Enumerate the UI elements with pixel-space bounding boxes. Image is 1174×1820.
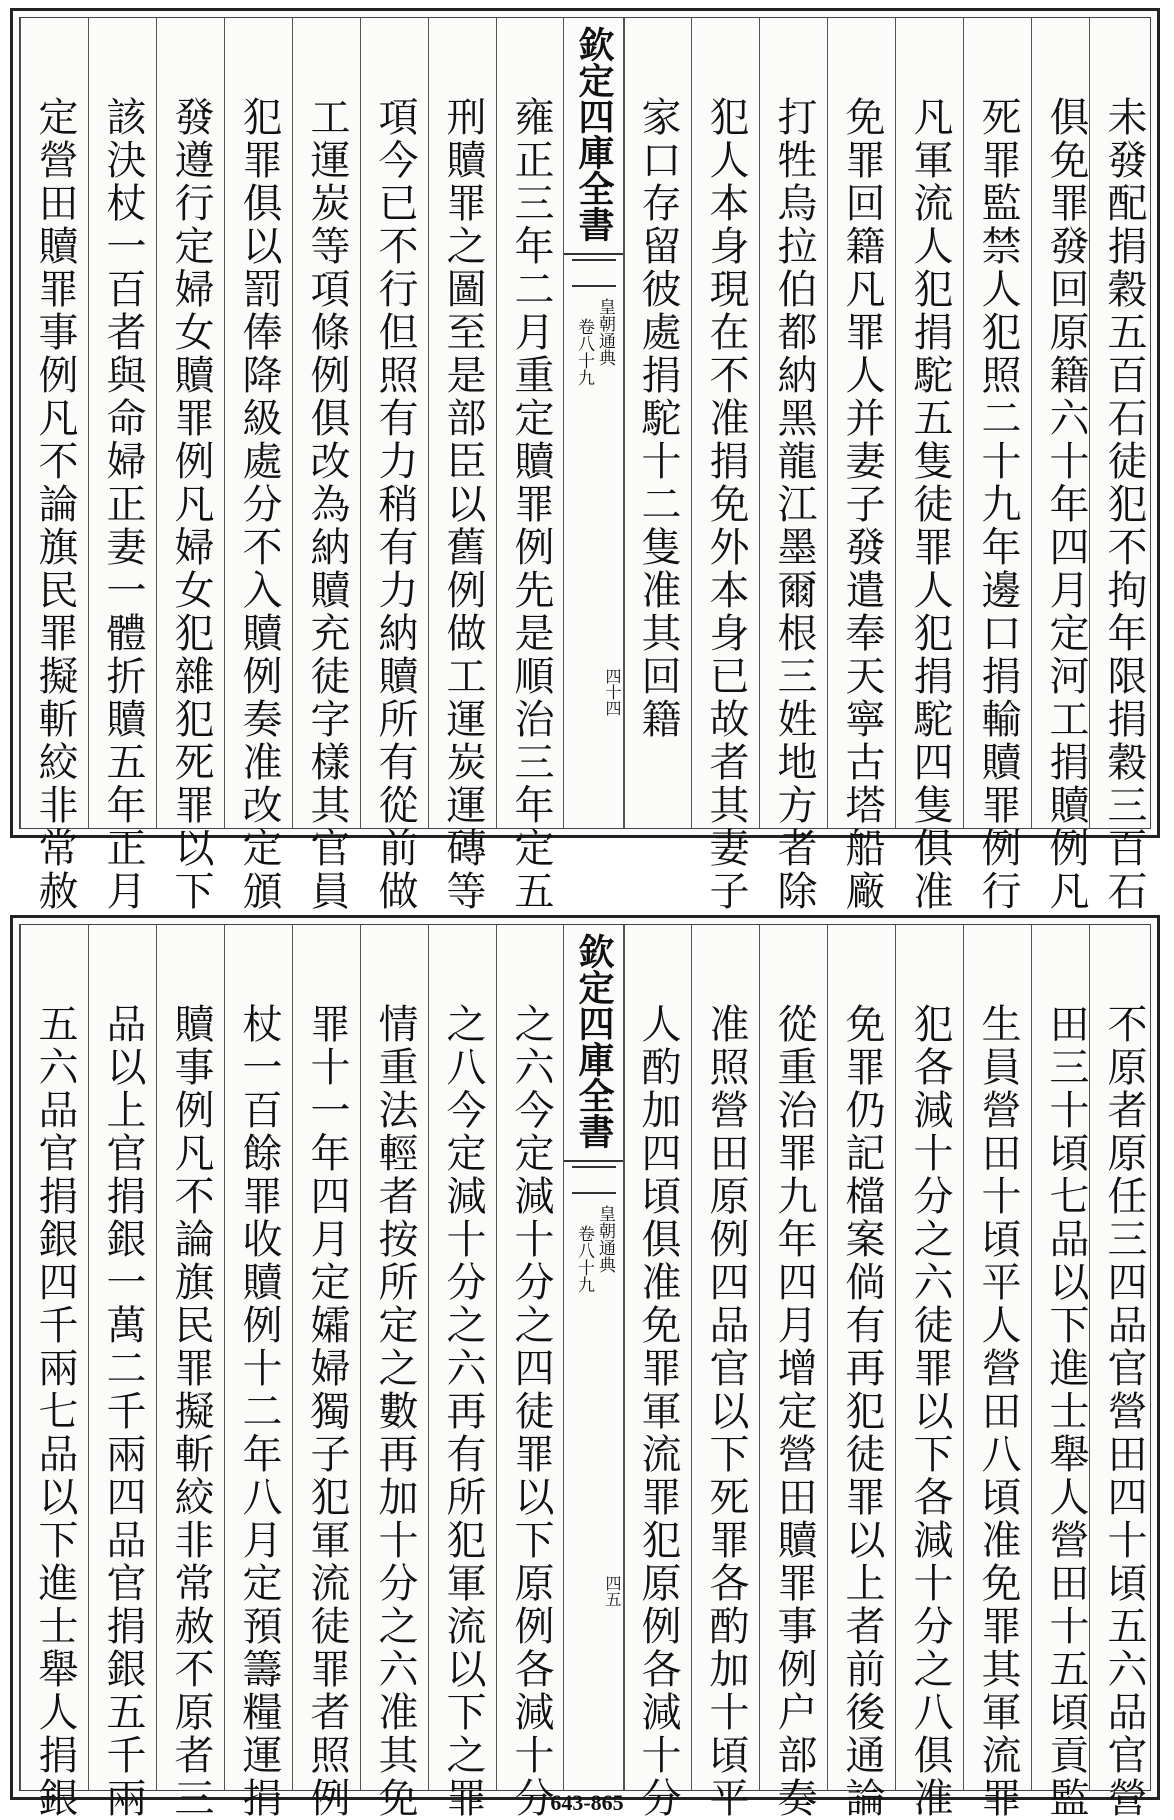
text-column	[428, 925, 497, 1820]
fish-tail-mark	[564, 253, 624, 289]
text-column	[895, 925, 964, 1820]
text-column	[428, 18, 497, 913]
text-column	[759, 18, 828, 913]
column-text: 俱免罪發回原籍六十年四月定河工捐贖例凡	[1043, 96, 1089, 913]
column-text: 准照營田原例四品官以下死罪各酌加十頃平	[703, 1003, 749, 1820]
column-text: 人酌加四頃俱准免罪軍流罪犯原例各減十分	[635, 1003, 681, 1820]
work-title: 皇朝通典	[595, 298, 615, 366]
work-title: 皇朝通典	[595, 1205, 615, 1273]
fish-tail-mark	[564, 1160, 624, 1196]
text-column	[827, 925, 896, 1820]
column-text: 犯各減十分之六徒罪以下各減十分之八俱准	[907, 1003, 953, 1820]
text-column	[963, 18, 1032, 913]
text-column	[827, 18, 896, 913]
text-column	[88, 925, 157, 1820]
text-column	[496, 925, 565, 1820]
column-text: 家口存留彼處捐駝十二隻准其回籍	[635, 96, 681, 741]
text-column	[292, 18, 361, 913]
column-text: 刑贖罪之圖至是部臣以舊例做工運炭運磚等	[440, 96, 486, 913]
book-title-block	[564, 925, 624, 1162]
column-text: 犯罪俱以罰俸降級處分不入贖例奏准改定頒	[236, 96, 282, 913]
text-column	[691, 925, 760, 1820]
column-text: 免罪仍記檔案倘有再犯徒罪以上者前後通論	[839, 1003, 885, 1820]
leaf-number: 四五	[603, 1575, 622, 1607]
text-column	[1089, 925, 1158, 1820]
column-text: 定營田贖罪事例凡不論旗民罪擬斬絞非常赦	[32, 96, 78, 913]
text-column	[224, 925, 293, 1820]
text-column	[20, 18, 89, 913]
text-column	[963, 925, 1032, 1820]
column-text: 罪十一年四月定孀婦獨子犯軍流徒罪者照例	[304, 1003, 350, 1820]
column-text: 工運炭等項條例俱改為納贖充徒字樣其官員	[304, 96, 350, 913]
text-column	[691, 18, 760, 913]
column-text: 從重治罪九年四月增定營田贖罪事例户部奏	[771, 1003, 817, 1820]
column-text: 田三十頃七品以下進士舉人營田十五頃貢監	[1043, 1003, 1089, 1820]
text-column	[360, 925, 429, 1820]
column-text: 贖事例凡不論旗民罪擬斬絞非常赦不原者三	[168, 1003, 214, 1820]
text-column	[292, 925, 361, 1820]
column-text: 雍正三年二月重定贖罪例先是順治三年定五	[508, 96, 554, 913]
center-margin	[563, 18, 625, 828]
text-column	[156, 18, 225, 913]
text-column	[20, 925, 89, 1820]
juan-number: 卷八十九	[574, 1225, 594, 1293]
text-column	[895, 18, 964, 913]
text-column	[88, 18, 157, 913]
text-column	[156, 925, 225, 1820]
column-text: 發遵行定婦女贖罪例凡婦女犯雜犯死罪以下	[168, 96, 214, 913]
juan-number: 卷八十九	[574, 318, 594, 386]
text-column	[224, 18, 293, 913]
column-text: 打牲烏拉伯都納黑龍江墨爾根三姓地方者除	[771, 96, 817, 913]
column-text: 項今已不行但照有力稍有力納贖所有從前做	[372, 96, 418, 913]
book-title-block	[564, 18, 624, 255]
page-reference: 643-865	[550, 1790, 624, 1815]
column-text: 之六今定減十分之四徒罪以下原例各減十分	[508, 1003, 554, 1820]
column-text: 品以上官捐銀一萬二千兩四品官捐銀五千兩	[100, 1003, 146, 1820]
book-title: 欽定四庫全書	[573, 26, 615, 242]
top-page	[10, 8, 1160, 913]
column-text: 犯人本身現在不准捐免外本身已故者其妻子	[703, 96, 749, 913]
book-title: 欽定四庫全書	[573, 933, 615, 1149]
text-column	[759, 925, 828, 1820]
column-text: 免罪回籍凡罪人并妻子發遣奉天寧古塔船廠	[839, 96, 885, 913]
column-text: 死罪監禁人犯照二十九年邊口捐輸贖罪例行	[975, 96, 1021, 913]
column-text: 之八今定減十分之六再有所犯軍流以下之罪	[440, 1003, 486, 1820]
column-text: 情重法輕者按所定之數再加十分之六准其免	[372, 1003, 418, 1820]
text-column	[360, 18, 429, 913]
column-text: 生員營田十頃平人營田八頃准免罪其軍流罪	[975, 1003, 1021, 1820]
column-text: 五六品官捐銀四千兩七品以下進士舉人捐銀	[32, 1003, 78, 1820]
text-column	[623, 18, 692, 828]
leaf-number: 四十四	[603, 668, 622, 716]
center-margin	[563, 925, 625, 1790]
text-column	[623, 925, 692, 1820]
column-text: 該決杖一百者與命婦正妻一體折贖五年正月	[100, 96, 146, 913]
text-column	[496, 18, 565, 913]
top-page-frame	[19, 17, 1151, 913]
column-text: 杖一百餘罪收贖例十二年八月定預籌糧運捐	[236, 1003, 282, 1820]
text-column	[1089, 18, 1158, 913]
column-text: 未發配捐穀五百石徒犯不拘年限捐穀三百石	[1101, 96, 1147, 913]
column-text: 凡軍流人犯捐駝五隻徒罪人犯捐駝四隻俱准	[907, 96, 953, 913]
column-text: 不原者原任三四品官營田四十頃五六品官營	[1101, 1003, 1147, 1820]
